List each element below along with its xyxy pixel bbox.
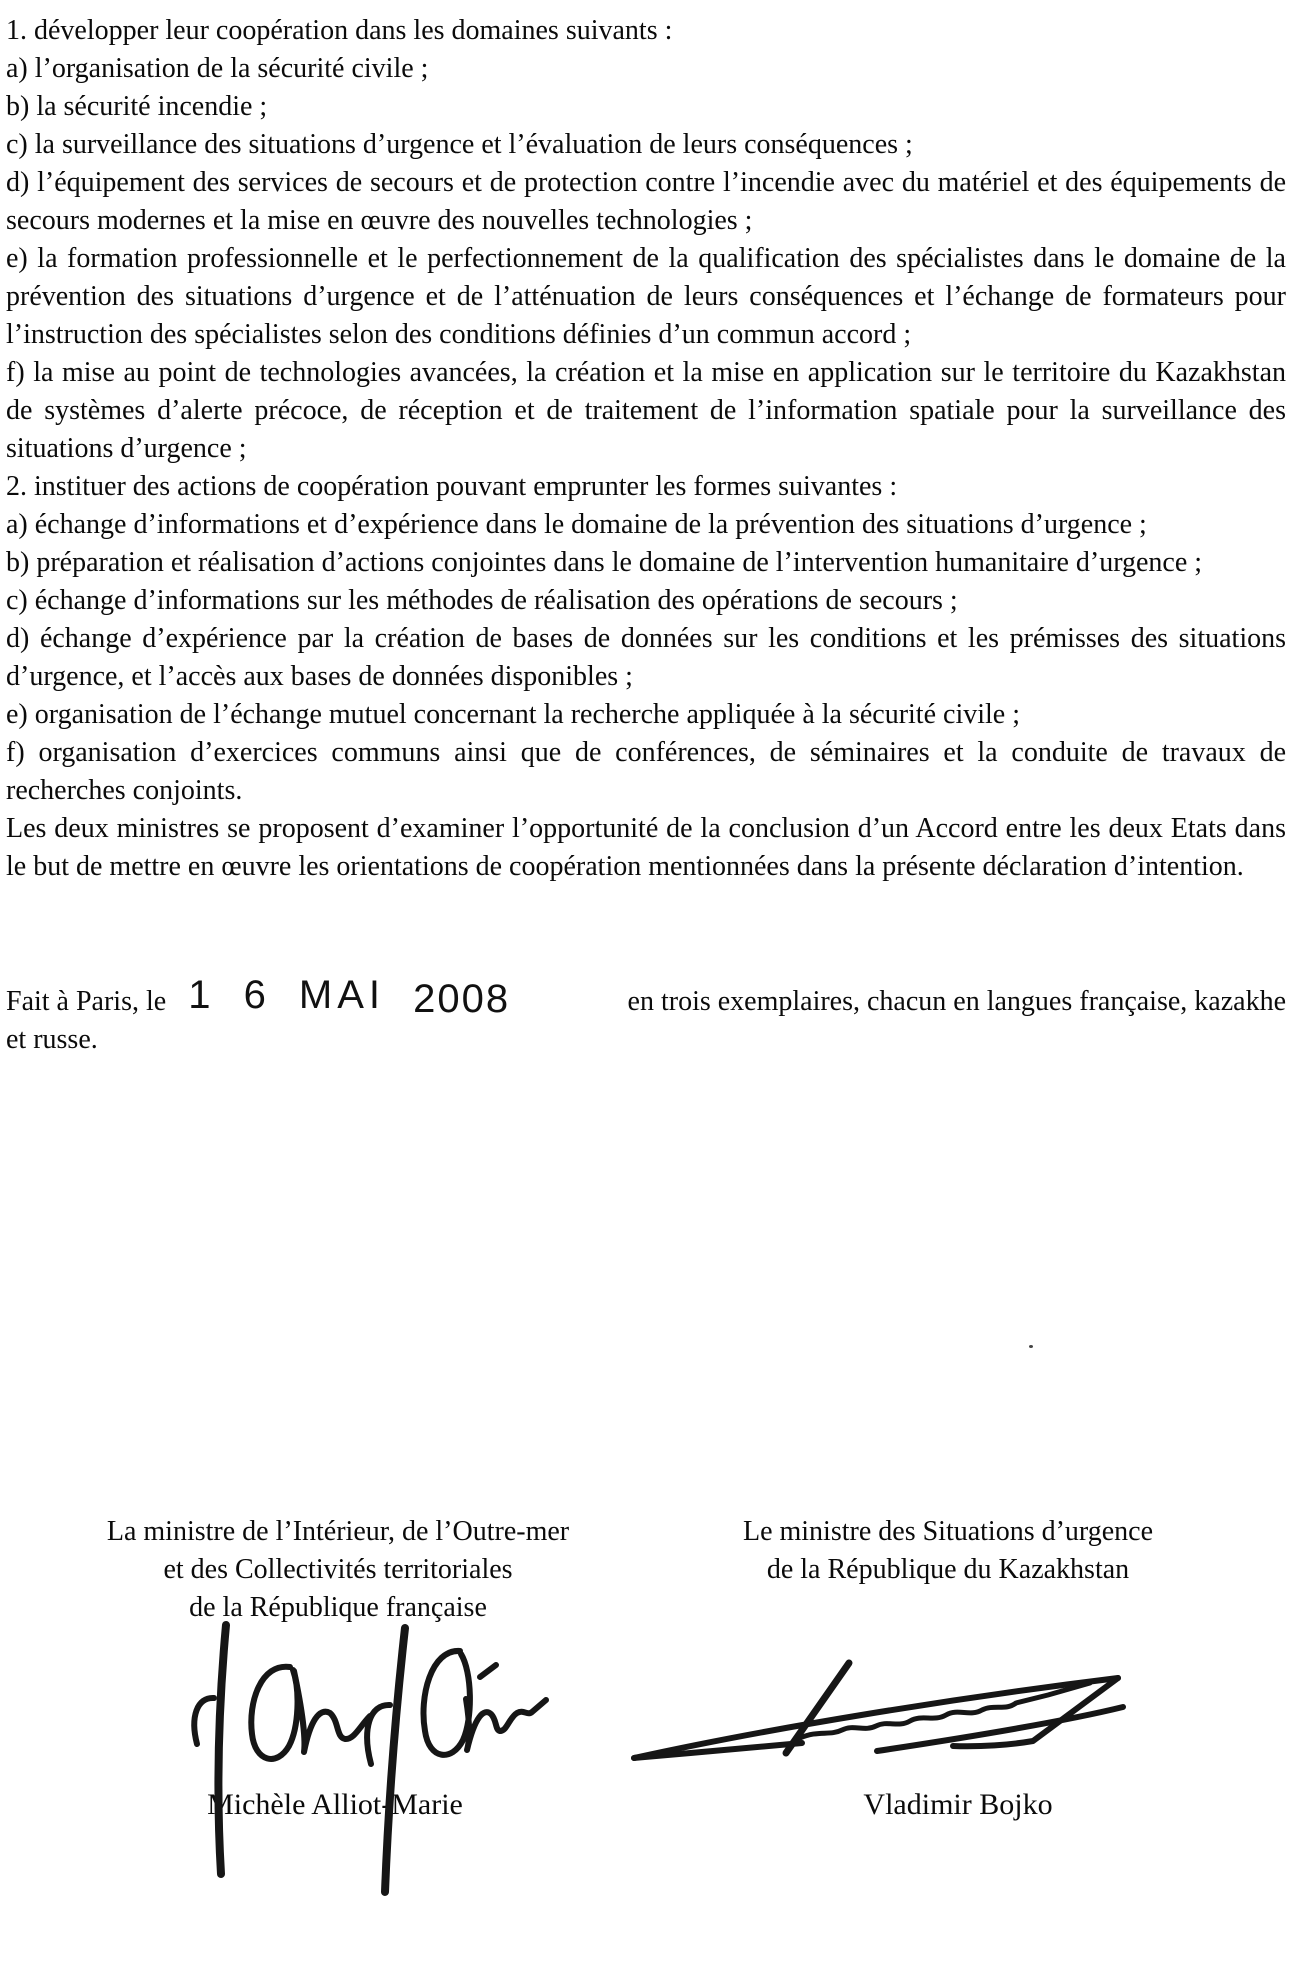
section2-heading: 2. instituer des actions de coopération pouvant emprunter les formes suivantes : bbox=[6, 471, 898, 502]
signatory-right-title bbox=[688, 1513, 1208, 1589]
signatory-right-name: Vladimir Bojko bbox=[863, 1788, 1053, 1821]
scan-artifact-dot bbox=[1029, 1345, 1033, 1348]
execution-continuation: et russe. bbox=[6, 1024, 98, 1055]
execution-prefix: Fait à Paris, le bbox=[6, 986, 167, 1017]
date-stamp-year: 2008 bbox=[413, 977, 511, 1021]
signatory-right-title-line1: Le ministre des Situations d’urgence bbox=[742, 1516, 1154, 1547]
section2-item-f: f) organisation d’exercices communs ainsi que de conférences, de séminaires et la conduite de travaux de recherches conjoints. bbox=[6, 737, 1286, 806]
section2-item-d: d) échange d’expérience par la création de bases de données sur les conditions et les prémisses des situations d’urgence, et l’accès aux bases de données disponibles ; bbox=[6, 623, 1286, 692]
document-body bbox=[6, 12, 1286, 1059]
section1-item-b: b) la sécurité incendie ; bbox=[6, 91, 268, 122]
section2-item-a: a) échange d’informations et d’expérience dans le domaine de la prévention des situations d’urgence ; bbox=[6, 509, 1147, 540]
execution-line bbox=[6, 973, 1286, 1021]
section2-item-c: c) échange d’informations sur les méthodes de réalisation des opérations de secours ; bbox=[6, 585, 958, 616]
section1-item-e: e) la formation professionnelle et le perfectionnement de la qualification des spécialistes dans le domaine de la prévention des situations d’urgence et de l’atténuation de leurs conséquences et l’échange de formateurs pour l’instruction des spécialistes selon des conditions définies d’un commun accord ; bbox=[6, 243, 1286, 350]
signatory-left-name: Michèle Alliot-Marie bbox=[207, 1788, 463, 1821]
date-stamp-day-month: 1 6 MAI bbox=[188, 973, 386, 1017]
signatory-left-title bbox=[28, 1513, 648, 1627]
signature-scrawl-kazakh-minister bbox=[634, 1663, 1123, 1758]
section1-heading: 1. développer leur coopération dans les domaines suivants : bbox=[6, 15, 673, 46]
signatory-left-title-line2: et des Collectivités territoriales bbox=[163, 1554, 513, 1585]
section2-item-e: e) organisation de l’échange mutuel concernant la recherche appliquée à la sécurité civile ; bbox=[6, 699, 1020, 730]
signatures-layer bbox=[0, 1590, 1291, 1974]
signature-scrawl-french-minister bbox=[194, 1625, 546, 1892]
signatory-left-title-line3: de la République française bbox=[189, 1592, 487, 1623]
execution-right-text: en trois exemplaires, chacun en langues française, kazakhe bbox=[627, 986, 1286, 1017]
closing-paragraph: Les deux ministres se proposent d’examiner l’opportunité de la conclusion d’un Accord entre les deux Etats dans le but de mettre en œuvre les orientations de coopération mentionnées dans la présente déclaration d’intention. bbox=[6, 813, 1286, 882]
section1-item-d: d) l’équipement des services de secours et de protection contre l’incendie avec du matériel et des équipements de secours modernes et la mise en œuvre des nouvelles technologies ; bbox=[6, 167, 1286, 236]
signatory-left-title-line1: La ministre de l’Intérieur, de l’Outre-mer bbox=[106, 1516, 570, 1547]
signatory-right-title-line2: de la République du Kazakhstan bbox=[766, 1554, 1130, 1585]
section1-item-c: c) la surveillance des situations d’urgence et l’évaluation de leurs conséquences ; bbox=[6, 129, 913, 160]
section1-item-a: a) l’organisation de la sécurité civile ; bbox=[6, 53, 429, 84]
section2-item-b: b) préparation et réalisation d’actions conjointes dans le domaine de l’intervention humanitaire d’urgence ; bbox=[6, 547, 1203, 578]
section1-item-f: f) la mise au point de technologies avancées, la création et la mise en application sur le territoire du Kazakhstan de systèmes d’alerte précoce, de réception et de traitement de l’information spatiale pour la surveillance des situations d’urgence ; bbox=[6, 357, 1286, 464]
date-stamp bbox=[188, 973, 511, 1021]
